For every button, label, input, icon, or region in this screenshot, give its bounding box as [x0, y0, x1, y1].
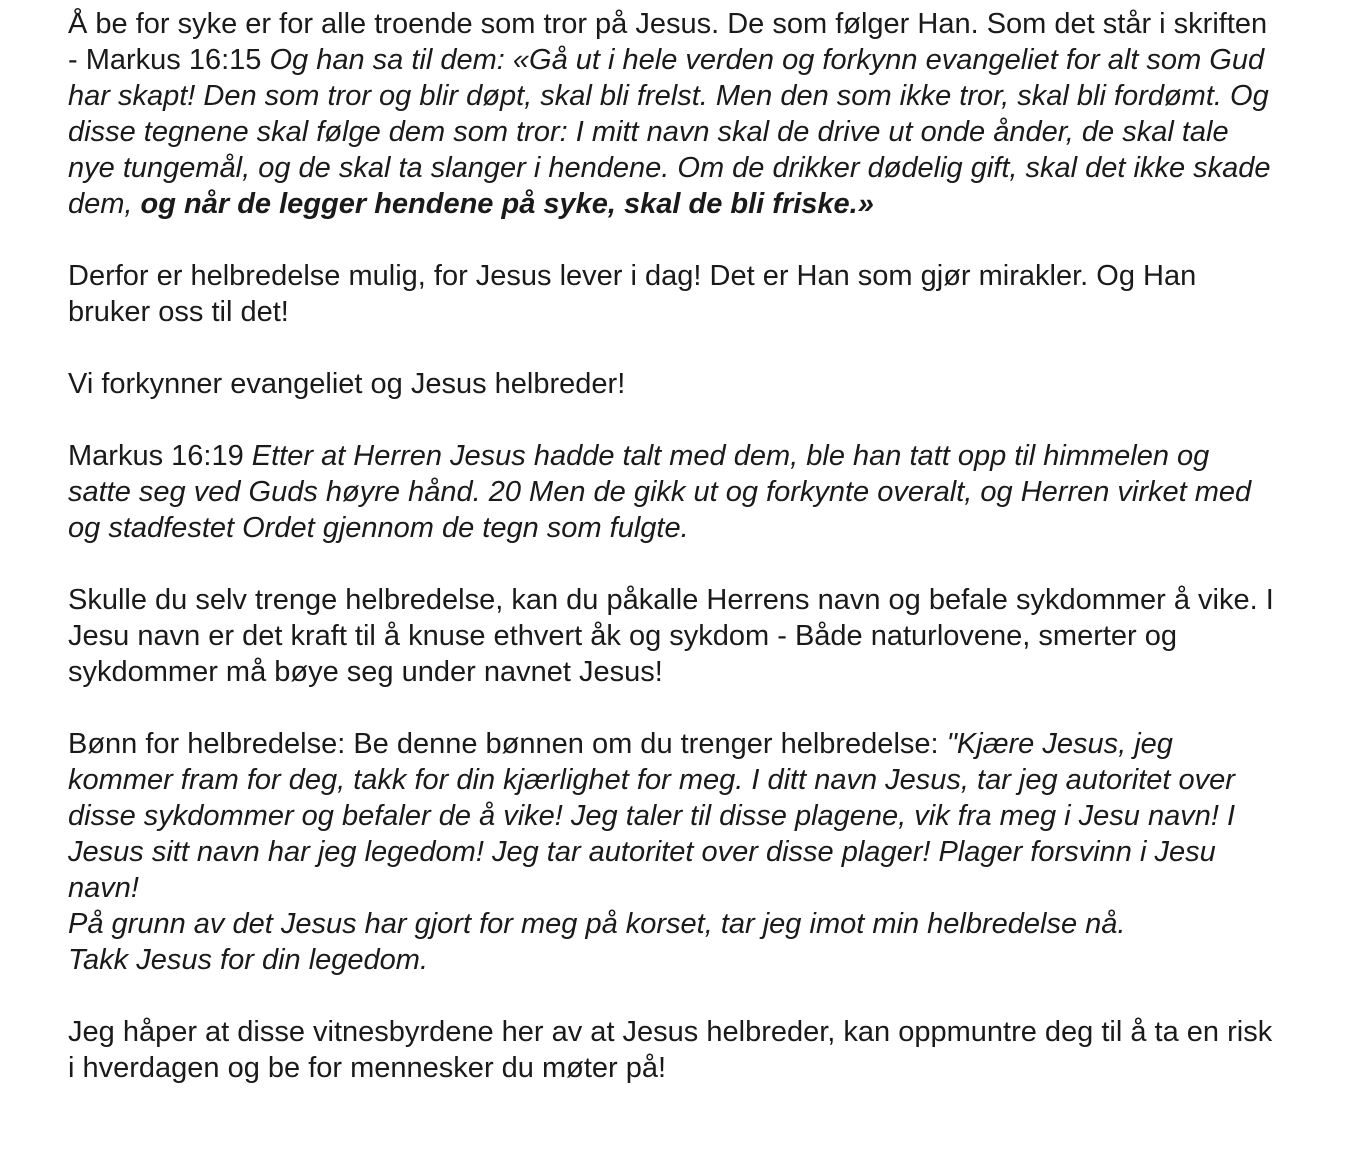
paragraph-scripture-markus-16-19 [68, 438, 1278, 546]
paragraph-healing-prayer [68, 726, 1278, 978]
prayer-text-line-2: På grunn av det Jesus har gjort for meg på korset, tar jeg imot min helbredelse nå. [68, 908, 1126, 940]
prayer-text: "Kjære Jesus, jeg kommer fram for deg, takk for din kjærlighet for meg. I ditt navn Jesus, tar jeg autoritet over disse sykdommer og befaler de å vike! Jeg taler til disse plagene, vik fra meg i Jesu navn! I Jesus sitt navn har jeg legedom! Jeg tar autoritet over disse plager! Plager forsvinn i Jesu navn! [68, 728, 1236, 904]
scripture-quote-markus-16-19: Etter at Herren Jesus hadde talt med dem, ble han tatt opp til himmelen og satte seg ved Guds høyre hånd. 20 Men de gikk ut og forkynte overalt, og Herren virket med og stadfestet Ordet gjennom de tegn som fulgte. [68, 440, 1252, 544]
prayer-text-line-3: Takk Jesus for din legedom. [68, 944, 429, 976]
scripture-reference: Markus 16:19 [68, 440, 252, 472]
scripture-quote-markus-16-15: Og han sa til dem: «Gå ut i hele verden og forkynn evangeliet for alt som Gud har skapt! Den som tror og blir døpt, skal bli frelst. Men den som ikke tror, skal bli fordømt. Og disse tegnene skal følge dem som tror: I mitt navn skal de drive ut onde ånder, de skal tale nye tungemål, og de skal ta slanger i hendene. Om de drikker dødelig gift, skal det ikke skade dem, [68, 44, 1271, 220]
paragraph-intro-scripture [68, 6, 1278, 222]
intro-text: Å be for syke er for alle troende som tror på Jesus. De som følger Han. Som det står i skriften - Markus 16:15 [68, 8, 1268, 76]
prayer-intro: Bønn for helbredelse: Be denne bønnen om du trenger helbredelse: [68, 728, 947, 760]
paragraph-self-healing: Skulle du selv trenge helbredelse, kan du påkalle Herrens navn og befale sykdommer å vike. I Jesu navn er det kraft til å knuse ethvert åk og sykdom - Både naturlovene, smerter og sykdommer må bøye seg under navnet Jesus! [68, 584, 1274, 688]
paragraph-preach-gospel: Vi forkynner evangeliet og Jesus helbreder! [68, 368, 626, 400]
paragraph-healing-possible: Derfor er helbredelse mulig, for Jesus lever i dag! Det er Han som gjør mirakler. Og Han bruker oss til det! [68, 260, 1197, 328]
paragraph-closing: Jeg håper at disse vitnesbyrdene her av at Jesus helbreder, kan oppmuntre deg til å ta en risk i hverdagen og be for mennesker du møter på! [68, 1016, 1273, 1084]
scripture-quote-emphasis: og når de legger hendene på syke, skal de bli friske.» [140, 188, 874, 220]
article-body [68, 6, 1278, 1122]
